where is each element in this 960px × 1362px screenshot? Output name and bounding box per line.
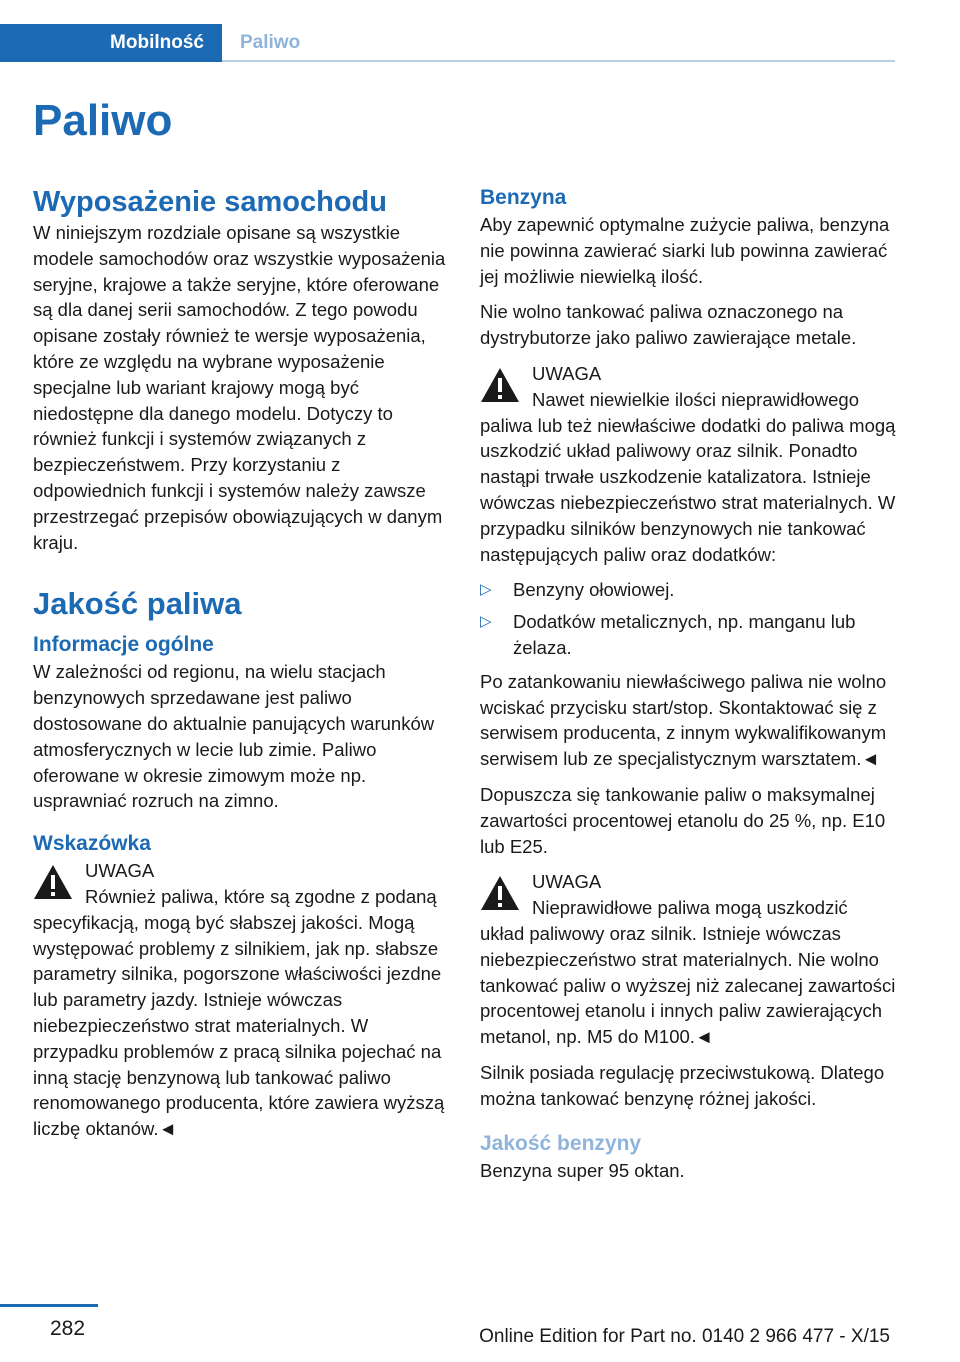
- warning-block: [480, 361, 897, 567]
- header-tabbar: [0, 24, 895, 62]
- list-item: ▷ Benzyny ołowiowej.: [480, 577, 897, 603]
- section-title-equipment: Wyposażenie samochodu: [33, 186, 387, 218]
- warning-triangle-icon: [33, 864, 73, 900]
- list-item: ▷ Dodatków metalicznych, np. manganu lub żelaza.: [480, 611, 856, 658]
- warning-block: [480, 869, 897, 1050]
- warning-triangle-icon: [480, 875, 520, 911]
- ethanol-text: Dopuszcza się tankowanie paliw o maksymalnej zawartości procentowej etanolu do 25 %, np. E10 lub E25.: [480, 783, 886, 857]
- petrol-text-1: Aby zapewnić optymalne zużycie paliwa, benzyna nie powinna zawierać siarki lub powinna zawierać jej możliwie niewielką ilość.: [480, 214, 890, 287]
- warning-title: UWAGA: [532, 871, 602, 893]
- triangle-bullet-icon: ▷: [480, 581, 492, 599]
- petrol-text-2: Nie wolno tankować paliwa oznaczonego na dystrybutorze jako paliwo zawierające metale.: [480, 301, 857, 349]
- page-title: Paliwo: [33, 96, 173, 145]
- left-column: [33, 184, 450, 1152]
- engine-text: Silnik posiada regulację przeciwstukową. Dlatego można tankować benzynę różnej jakości.: [480, 1061, 885, 1109]
- right-column: [480, 184, 897, 1193]
- bullet-list: [480, 577, 897, 660]
- warning-block: [33, 858, 450, 1142]
- subsection-title-general: Informacje ogólne: [33, 633, 214, 657]
- general-text: W zależności od regionu, na wielu stacjach benzynowych sprzedawane jest paliwo dostosowane do aktualnie panujących warunków atmosferycznych w lecie lub zimie. Paliwo oferowane w okresie zimowym może np. usprawniać rozruch na zimno.: [33, 661, 435, 812]
- petrol-quality-text: Benzyna super 95 oktan.: [480, 1159, 685, 1181]
- tab-mobilnosc[interactable]: Mobilność: [0, 24, 222, 62]
- warning-text: Nawet niewielkie ilości nieprawidłowego paliwa lub też niewłaściwe dodatki do paliwa mogą uszkodzić układ paliwowy oraz silnik. Ponadto nastąpi trwałe uszkodzenie katalizatora. Istnieje wówczas niebezpieczeństwo strat materialnych. W przypadku silników benzynowych nie tankować następujących paliw oraz dodatków:: [480, 388, 896, 565]
- subsection-title-petrol-quality: Jakość benzyny: [480, 1131, 642, 1155]
- page-number: 282: [50, 1317, 86, 1340]
- footer-edition: Online Edition for Part no. 0140 2 966 477 - X/15: [479, 1326, 890, 1347]
- section-title-fuel-quality: Jakość paliwa: [33, 586, 242, 622]
- header-divider: [222, 60, 895, 62]
- warning-text: Nieprawidłowe paliwa mogą uszkodzić układ paliwowy oraz silnik. Istnieje wówczas niebezpieczeństwo strat materialnych. Nie wolno tankować paliw o wyższej niż zalecanej zawartości procentowej etanolu i innych paliw zawierających metanol, np. M5 do M100.◄: [480, 897, 896, 1048]
- subsection-title-petrol: Benzyna: [480, 186, 567, 209]
- warning-text: Również paliwa, które są zgodne z podaną specyfikacją, mogą być słabszej jakości. Mogą występować problemy z silnikiem, jak np. słabsze parametry silnika, pogorszone właściwości jezdne lub parametry jazdy. Istnieje wówczas niebezpieczeństwo strat materialnych. W przypadku problemów z pracą silnika pojechać na inną stację benzynową lub tankować paliwo renomowanego producenta, które zawiera wyższą liczbę oktanów.◄: [33, 885, 445, 1140]
- tab-paliwo[interactable]: Paliwo: [240, 32, 301, 53]
- warning-title: UWAGA: [532, 362, 602, 384]
- equipment-text: W niniejszym rozdziale opisane są wszystkie modele samochodów oraz wszystkie wyposażenia seryjne, krajowe a także seryjne, które oferowane są dla danej serii samochodów. Z tego powodu opisane zostały również te wersje wyposażenia, które ze względu na wybrane wyposażenie specjalne lub wariant krajowy mogą być niedostępne dla danego modelu. Dotyczy to również funkcji i systemów związanych z bezpieczeństwem. Przy korzystaniu z odpowiednich funkcji i systemów należy zawsze przestrzegać przepisów obowiązujących w danym kraju.: [33, 222, 446, 553]
- footer-line: [0, 1304, 98, 1307]
- triangle-bullet-icon: ▷: [480, 613, 492, 631]
- subsection-title-tip: Wskazówka: [33, 832, 151, 856]
- warning-title: UWAGA: [85, 860, 155, 882]
- warning-triangle-icon: [480, 367, 520, 403]
- after-bullets-text: Po zatankowaniu niewłaściwego paliwa nie wolno wciskać przycisku start/stop. Skontaktować się z serwisem producenta, z innym wykwalifikowanym serwisem lub ze specjalistycznym warsztatem.◄: [480, 670, 887, 770]
